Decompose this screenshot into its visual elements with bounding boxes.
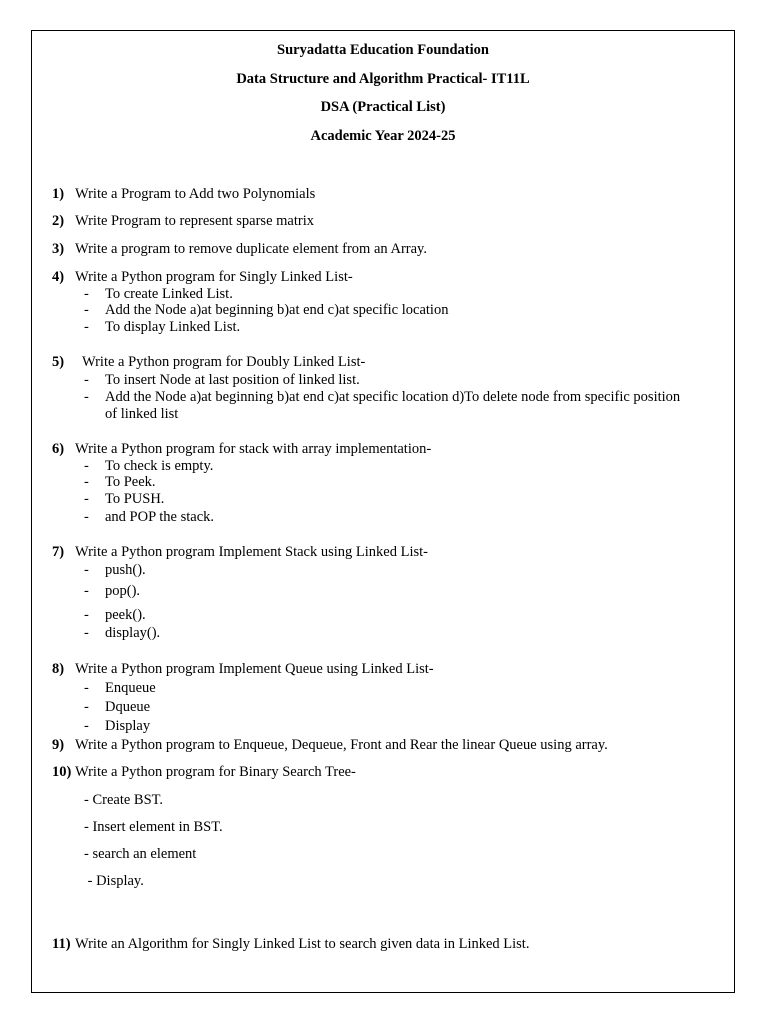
item-text: Write a Python program Implement Queue using Linked List-: [75, 661, 434, 677]
bullet-dash: -: [84, 718, 89, 734]
sub-item-continuation: of linked list: [105, 406, 179, 422]
sub-item: Add the Node a)at beginning b)at end c)at specific location: [105, 302, 449, 318]
document-page: [31, 30, 735, 993]
bullet-dash: -: [84, 458, 89, 474]
bullet-dash: -: [84, 474, 89, 490]
list-title: DSA (Practical List): [320, 99, 446, 115]
bullet-dash: -: [84, 699, 89, 715]
sub-item: Add the Node a)at beginning b)at end c)at specific location d)To delete node from specific position: [105, 389, 681, 405]
item-number: 6): [52, 441, 65, 457]
item-text: Write a Python program Implement Stack using Linked List-: [75, 544, 428, 560]
bullet-dash: -: [84, 509, 89, 525]
item-number: 7): [52, 544, 65, 560]
sub-item: pop().: [105, 583, 141, 599]
item-text: Write a Python program to Enqueue, Dequeue, Front and Rear the linear Queue using array.: [75, 737, 608, 753]
bst-sub-item: - Insert element in BST.: [84, 819, 223, 835]
sub-item: Display: [105, 718, 151, 734]
bullet-dash: -: [84, 389, 89, 405]
item-number: 5): [52, 354, 65, 370]
bullet-dash: -: [84, 372, 89, 388]
sub-item: To create Linked List.: [105, 286, 233, 302]
item-number: 11): [52, 936, 71, 952]
foundation-title: Suryadatta Education Foundation: [277, 42, 489, 58]
item-text: Write an Algorithm for Singly Linked List to search given data in Linked List.: [75, 936, 530, 952]
sub-item: To insert Node at last position of linked list.: [105, 372, 360, 388]
bullet-dash: -: [84, 583, 89, 599]
sub-item: and POP the stack.: [105, 509, 215, 525]
sub-item: To Peek.: [105, 474, 156, 490]
academic-year: Academic Year 2024-25: [310, 128, 456, 144]
bullet-dash: -: [84, 625, 89, 641]
sub-item: Dqueue: [105, 699, 151, 715]
item-text: Write a Python program for Singly Linked List-: [75, 269, 353, 285]
sub-item: display().: [105, 625, 161, 641]
course-title: Data Structure and Algorithm Practical- IT11L: [236, 71, 530, 87]
bst-sub-item: - Create BST.: [84, 792, 164, 808]
item-number: 9): [52, 737, 65, 753]
sub-item: To PUSH.: [105, 491, 165, 507]
item-text: Write Program to represent sparse matrix: [75, 213, 314, 229]
bullet-dash: -: [84, 562, 89, 578]
sub-item: push().: [105, 562, 146, 578]
item-number: 4): [52, 269, 65, 285]
item-text: Write a Python program for Doubly Linked List-: [82, 354, 366, 370]
item-number: 2): [52, 213, 65, 229]
item-text: Write a Python program for Binary Search Tree-: [75, 764, 356, 780]
bullet-dash: -: [84, 319, 89, 335]
item-text: Write a Python program for stack with array implementation-: [75, 441, 432, 457]
bst-sub-item: - search an element: [84, 846, 197, 862]
bullet-dash: -: [84, 286, 89, 302]
item-number: 1): [52, 186, 65, 202]
bullet-dash: -: [84, 607, 89, 623]
sub-item: peek().: [105, 607, 146, 623]
item-text: Write a program to remove duplicate element from an Array.: [75, 241, 427, 257]
bullet-dash: -: [84, 491, 89, 507]
sub-item: To display Linked List.: [105, 319, 241, 335]
item-number: 8): [52, 661, 65, 677]
bullet-dash: -: [84, 680, 89, 696]
bullet-dash: -: [84, 302, 89, 318]
sub-item: Enqueue: [105, 680, 156, 696]
bst-sub-item: - Display.: [84, 873, 144, 889]
sub-item: To check is empty.: [105, 458, 214, 474]
item-text: Write a Program to Add two Polynomials: [75, 186, 316, 202]
item-number: 10): [52, 764, 72, 780]
item-number: 3): [52, 241, 65, 257]
